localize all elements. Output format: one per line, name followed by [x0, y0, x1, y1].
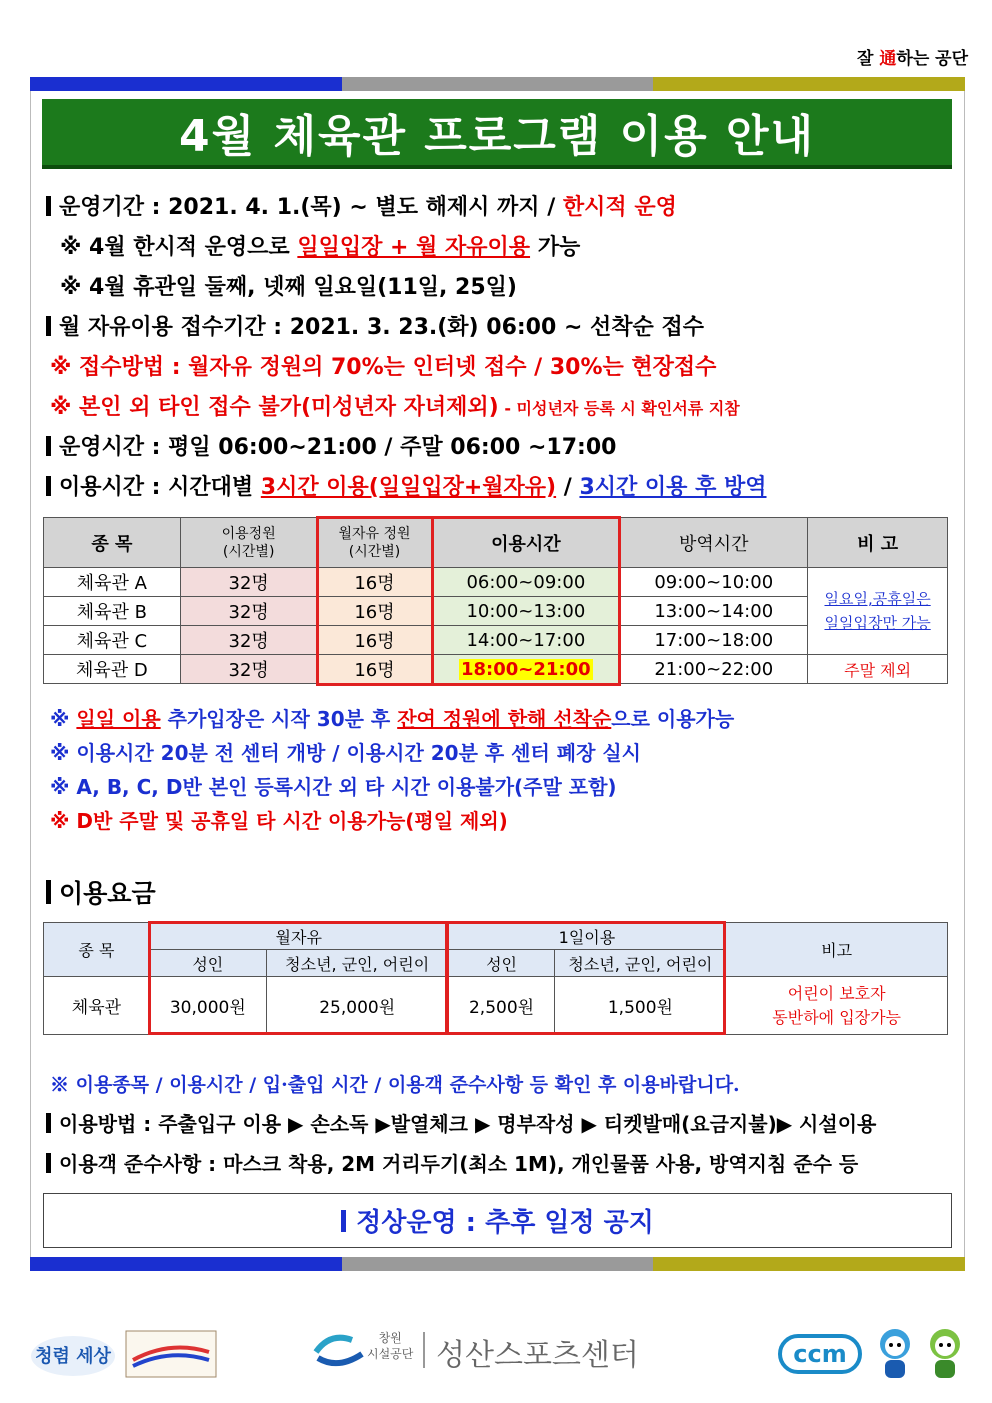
schedule-header-monthly: 월자유 정원 (시간별) — [317, 518, 432, 568]
monthly-column-highlight — [316, 516, 434, 686]
row-time: 14:00~17:00 — [432, 626, 620, 655]
note-closed-days: ※ 4월 휴관일 둘째, 넷째 일요일(11일, 25일) — [60, 275, 517, 300]
mascot-green-icon — [922, 1326, 968, 1382]
row-monthly: 16명 — [317, 597, 432, 626]
rule-open-close: ※ 이용시간 20분 전 센터 개방 / 이용시간 20분 후 센터 폐장 실시 — [50, 741, 642, 765]
confirm-line: ※ 이용종목 / 이용시간 / 입·출입 시간 / 이용객 준수사항 등 확인 후 이용바랍니다. — [50, 1074, 740, 1096]
row-name: 체육관 B — [44, 597, 181, 626]
row-time: 10:00~13:00 — [432, 597, 620, 626]
fee-header-youth: 청소년, 군인, 어린이 — [266, 950, 448, 977]
row-disinfect: 09:00~10:00 — [620, 568, 808, 597]
center-name: 성산스포츠센터 — [436, 1338, 639, 1373]
period-line: 운영기간 : 2021. 4. 1.(목) ~ 별도 해제시 까지 / 한시적 운영 — [46, 190, 677, 221]
bottom-color-bar — [30, 1257, 965, 1271]
row-disinfect: 17:00~18:00 — [620, 626, 808, 655]
row-capacity: 32명 — [180, 597, 317, 626]
schedule-header-remark: 비 고 — [808, 518, 948, 568]
row-name: 체육관 C — [44, 626, 181, 655]
rule-registered-time: ※ A, B, C, D반 본인 등록시간 외 타 시간 이용불가(주말 포함) — [50, 775, 617, 799]
top-color-bar — [30, 77, 965, 91]
schedule-header-time: 이용시간 — [432, 518, 620, 568]
city-logo-text: 청렴 세상 — [35, 1346, 111, 1367]
schedule-header-disinfect: 방역시간 — [620, 518, 808, 568]
changwon-logo-text: 창원 시설공단 — [367, 1331, 414, 1361]
note-daily-monthly: ※ 4월 한시적 운영으로 일일입장 + 월 자유이용 가능 — [60, 235, 581, 260]
rule-daily-entry: ※ 일일 이용 추가입장은 시작 30분 후 잔여 정원에 한해 선착순으로 이용가능 — [50, 707, 735, 731]
row-name: 체육관 D — [44, 655, 181, 684]
fee-header-adult: 성인 — [149, 950, 266, 977]
row-monthly: 16명 — [317, 626, 432, 655]
certificate-logo — [125, 1330, 217, 1378]
method-line: ※ 접수방법 : 월자유 정원의 70%는 인터넷 접수 / 30%는 현장접수 — [50, 355, 717, 380]
row-disinfect: 21:00~22:00 — [620, 655, 808, 684]
fee-section-title: 이용요금 — [46, 874, 156, 910]
how-line: 이용방법 : 주출입구 이용 ▶ 손소독 ▶발열체크 ▶ 명부작성 ▶ 티켓발매(요금지불)▶ 시설이용 — [46, 1108, 876, 1137]
row-disinfect: 13:00~14:00 — [620, 597, 808, 626]
page-title: 4월 체육관 프로그램 이용 안내 — [179, 111, 815, 162]
usage-line: 이용시간 : 시간대별 3시간 이용(일일입장+월자유) / 3시간 이용 후 방역 — [46, 470, 767, 501]
fee-header-daily: 1일이용 — [448, 923, 726, 950]
logo-divider — [423, 1332, 425, 1368]
row-time: 06:00~09:00 — [432, 568, 620, 597]
fee-header-item: 종 목 — [44, 923, 150, 977]
monthly-fee-highlight — [148, 921, 448, 1035]
row-name: 체육관 A — [44, 568, 181, 597]
row-monthly: 16명 — [317, 568, 432, 597]
row-remark-holiday: 일요일,공휴일은 일일입장만 가능 — [808, 568, 948, 655]
row-capacity: 32명 — [180, 655, 317, 684]
fee-header-adult: 성인 — [448, 950, 555, 977]
row-time: 18:00~21:00 — [432, 655, 620, 684]
ccm-logo: ccm — [778, 1334, 862, 1374]
slogan: 잘 通하는 공단 — [857, 49, 968, 69]
fee-header-youth: 청소년, 군인, 어린이 — [555, 950, 726, 977]
fee-note: 어린이 보호자 동반하에 입장가능 — [726, 977, 948, 1035]
fee-header-monthly: 월자유 — [149, 923, 448, 950]
row-remark-weekend: 주말 제외 — [808, 655, 948, 684]
schedule-header-item: 종 목 — [44, 518, 181, 568]
changwon-logo-mark — [308, 1330, 368, 1370]
normal-operation-notice: 정상운영 : 추후 일정 공지 — [43, 1193, 952, 1248]
comply-line: 이용객 준수사항 : 마스크 착용, 2M 거리두기(최소 1M), 개인물품 사용, 방역지침 준수 등 — [46, 1148, 858, 1177]
schedule-header-capacity: 이용정원 (시간별) — [180, 518, 317, 568]
mascot-blue-icon — [872, 1326, 918, 1382]
proxy-line: ※ 본인 외 타인 접수 불가(미성년자 자녀제외) - 미성년자 등록 시 확인서류 지참 — [50, 395, 740, 420]
row-monthly: 16명 — [317, 655, 432, 684]
fee-monthly-youth: 25,000원 — [266, 977, 448, 1035]
daily-fee-highlight — [446, 921, 726, 1035]
row-capacity: 32명 — [180, 568, 317, 597]
row-capacity: 32명 — [180, 626, 317, 655]
title-banner — [42, 99, 952, 169]
fee-header-note: 비고 — [726, 923, 948, 977]
time-column-highlight — [431, 516, 621, 686]
reception-line: 월 자유이용 접수기간 : 2021. 3. 23.(화) 06:00 ~ 선착순 접수 — [46, 310, 704, 341]
fee-daily-adult: 2,500원 — [448, 977, 555, 1035]
fee-row-name: 체육관 — [44, 977, 150, 1035]
hours-line: 운영시간 : 평일 06:00~21:00 / 주말 06:00 ~17:00 — [46, 430, 616, 461]
fee-daily-youth: 1,500원 — [555, 977, 726, 1035]
city-logo — [28, 1330, 118, 1378]
rule-d-class: ※ D반 주말 및 공휴일 타 시간 이용가능(평일 제외) — [50, 809, 508, 833]
fee-monthly-adult: 30,000원 — [149, 977, 266, 1035]
